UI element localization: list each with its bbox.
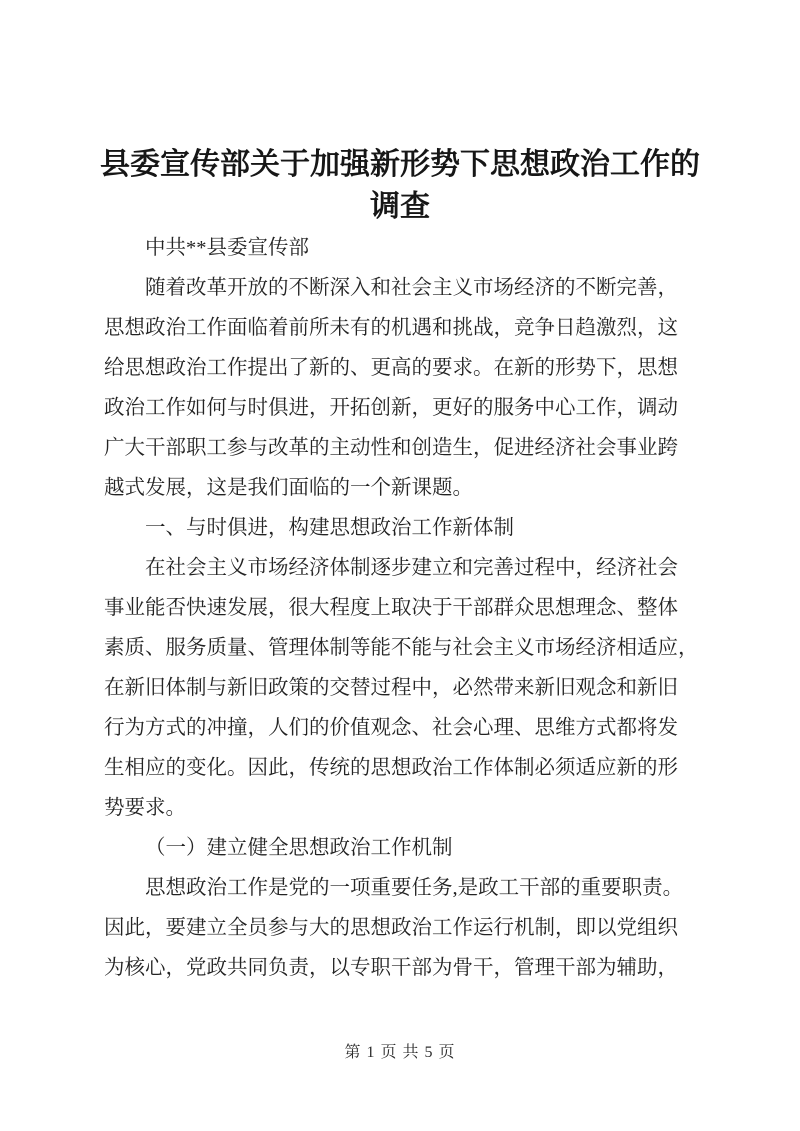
text-line: 为核心，党政共同负责，以专职干部为骨干，管理干部为辅助， xyxy=(104,957,678,979)
text-line: 思想政治工作面临着前所未有的机遇和挑战，竞争日趋激烈，这 xyxy=(104,317,678,339)
text-line: （一）建立健全思想政治工作机制 xyxy=(145,837,453,859)
text-line: 因此，要建立全员参与大的思想政治工作运行机制，即以党组织 xyxy=(104,917,678,939)
title-line-1: 县委宣传部关于加强新形势下思想政治工作的 xyxy=(100,148,700,181)
text-line: 生相应的变化。因此，传统的思想政治工作体制必须适应新的形 xyxy=(104,757,678,779)
text-line: 事业能否快速发展，很大程度上取决于干部群众思想理念、整体 xyxy=(104,597,678,619)
text-line: 政治工作如何与时俱进，开拓创新，更好的服务中心工作，调动 xyxy=(104,397,678,419)
page-footer xyxy=(0,1042,800,1064)
text-line: 在新旧体制与新旧政策的交替过程中，必然带来新旧观念和新旧 xyxy=(104,677,678,699)
document-title xyxy=(0,0,800,228)
text-line: 素质、服务质量、管理体制等能不能与社会主义市场经济相适应， xyxy=(104,637,699,659)
text-line: 给思想政治工作提出了新的、更高的要求。在新的形势下，思想 xyxy=(104,357,678,379)
document-content xyxy=(0,228,800,988)
title-line-2: 调查 xyxy=(370,190,430,223)
page-number-label: 第 1 页 共 5 页 xyxy=(344,1044,456,1061)
text-line: 越式发展，这是我们面临的一个新课题。 xyxy=(104,477,473,499)
text-line: 在社会主义市场经济体制逐步建立和完善过程中，经济社会 xyxy=(145,557,678,579)
author-line: 中共**县委宣传部 xyxy=(145,237,309,259)
text-line: 思想政治工作是党的一项重要任务,是政工干部的重要职责。 xyxy=(145,877,684,899)
text-line: 势要求。 xyxy=(104,797,186,819)
text-line: 行为方式的冲撞，人们的价值观念、社会心理、思维方式都将发 xyxy=(104,717,678,739)
text-line: 随着改革开放的不断深入和社会主义市场经济的不断完善， xyxy=(145,277,678,299)
text-line: 广大干部职工参与改革的主动性和创造生，促进经济社会事业跨 xyxy=(104,437,678,459)
document-body xyxy=(104,268,706,988)
text-line: 一、与时俱进，构建思想政治工作新体制 xyxy=(145,517,514,539)
